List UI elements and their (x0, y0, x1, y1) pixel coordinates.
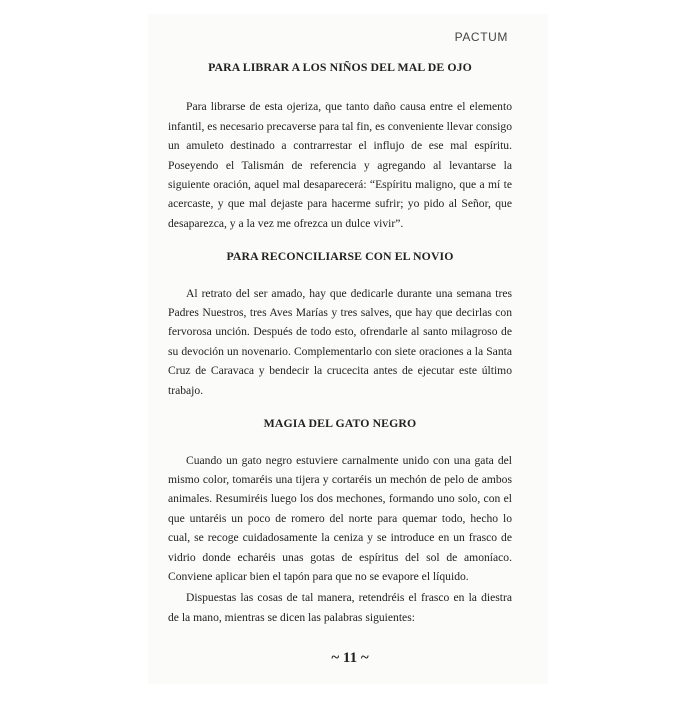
paragraph-novio: Al retrato del ser amado, hay que dedicarle durante una semana tres Padres Nuestros, tres Aves Marías y tres salves, que hay que decirlas con fervorosa unción. Después de todo esto, ofrendarle al santo milagroso de su devoción un novenario. Complementarlo con siete oraciones a la Santa Cruz de Caravaca y bendecir la crucecita antes de ejecutar este último trabajo. (168, 286, 512, 397)
section-heading-mal-de-ojo: PARA LIBRAR A LOS NIÑOS DEL MAL DE OJO (208, 60, 472, 74)
running-head: PACTUM (454, 30, 508, 44)
paragraph-gato-negro-2: Dispuestas las cosas de tal manera, retendréis el frasco en la diestra de la mano, mientras se dicen las palabras siguientes: (168, 591, 512, 624)
page-number: ~ 11 ~ (331, 650, 369, 666)
paragraph-mal-de-ojo: Para librarse de esta ojeriza, que tanto daño causa entre el elemento infantil, es necesario precaverse para tal fin, es conveniente llevar consigo un amuleto destinado a contrarrestar el influjo de ese mal espíritu. Poseyendo el Talismán de referencia y agregando al levantarse la siguiente oración, aquel mal desaparecerá: “Espíritu maligno, que a mí te acercaste, y que mal dejaste para hacerme sufrir; yo pido al Señor, que desaparezca, y a la vez me ofrezca un dulce vivir”. (168, 100, 512, 230)
section-heading-gato-negro: MAGIA DEL GATO NEGRO (263, 416, 417, 431)
section-heading-novio: PARA RECONCILIARSE CON EL NOVIO (226, 249, 454, 264)
paragraph-gato-negro-1: Cuando un gato negro estuviere carnalmente unido con una gata del mismo color, tomaréis una tijera y cortaréis un mechón de pelo de ambos animales. Resumiréis luego los dos mechones, formando uno solo, con el que untaréis un poco de romero del norte para quemar todo, hecho lo cual, se recoge cuidadosamente la ceniza y se introduce en un frasco de vidrio donde echaréis unas gotas de espíritus del sol de amoníaco. Conviene aplicar bien el tapón para que no se evapore el líquido. (168, 453, 512, 583)
page-body (168, 58, 512, 627)
